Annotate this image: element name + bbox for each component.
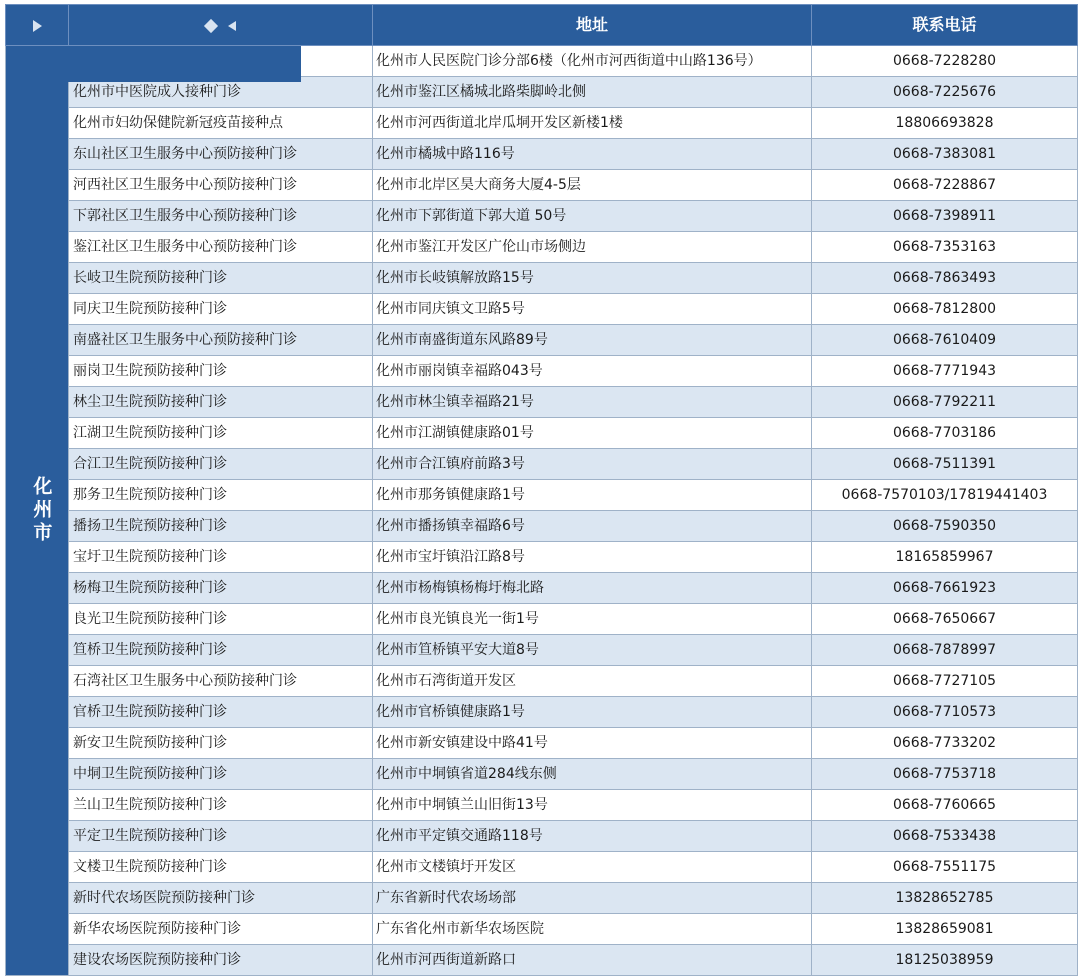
phone-cell: 0668-7610409 [812,325,1078,356]
address-cell: 化州市播扬镇幸福路6号 [373,511,812,542]
address-cell: 化州市河西街道新路口 [373,945,812,976]
address-cell: 化州市中垌镇兰山旧街13号 [373,790,812,821]
table-row [6,728,1078,759]
name-cell: 中垌卫生院预防接种门诊 [69,759,373,790]
address-cell: 化州市下郭街道下郭大道 50号 [373,201,812,232]
table-row [6,480,1078,511]
table-row [6,542,1078,573]
address-cell: 化州市那务镇健康路1号 [373,480,812,511]
address-cell: 化州市中垌镇省道284线东侧 [373,759,812,790]
name-cell: 江湖卫生院预防接种门诊 [69,418,373,449]
redaction-overlay [68,46,301,82]
header-name-cell [69,5,373,46]
phone-cell: 0668-7353163 [812,232,1078,263]
address-cell: 化州市橘城中路116号 [373,139,812,170]
table-row [6,604,1078,635]
address-cell: 化州市丽岗镇幸福路043号 [373,356,812,387]
table-row [6,170,1078,201]
vaccination-site-table [5,4,1078,976]
address-cell: 化州市新安镇建设中路41号 [373,728,812,759]
name-cell: 林尘卫生院预防接种门诊 [69,387,373,418]
table-row [6,883,1078,914]
phone-cell: 0668-7398911 [812,201,1078,232]
name-cell: 下郭社区卫生服务中心预防接种门诊 [69,201,373,232]
phone-cell: 0668-7760665 [812,790,1078,821]
address-cell: 化州市良光镇良光一街1号 [373,604,812,635]
name-cell: 良光卫生院预防接种门诊 [69,604,373,635]
phone-cell: 0668-7661923 [812,573,1078,604]
table-row [6,201,1078,232]
table-row [6,325,1078,356]
table-row [6,387,1078,418]
name-cell: 播扬卫生院预防接种门诊 [69,511,373,542]
table-row [6,759,1078,790]
name-cell: 化州市妇幼保健院新冠疫苗接种点 [69,108,373,139]
name-cell: 平定卫生院预防接种门诊 [69,821,373,852]
address-cell: 化州市鉴江区橘城北路柴脚岭北侧 [373,77,812,108]
diamond-icon [203,18,217,32]
phone-cell: 0668-7878997 [812,635,1078,666]
phone-cell: 0668-7383081 [812,139,1078,170]
name-cell: 建设农场医院预防接种门诊 [69,945,373,976]
name-cell: 河西社区卫生服务中心预防接种门诊 [69,170,373,201]
phone-cell: 0668-7812800 [812,294,1078,325]
phone-cell: 0668-7551175 [812,852,1078,883]
vaccination-table-container [5,4,1077,969]
address-cell: 化州市鉴江开发区广伦山市场侧边 [373,232,812,263]
table-row [6,697,1078,728]
play-icon [33,20,42,32]
address-cell: 化州市河西街道北岸瓜垌开发区新楼1楼 [373,108,812,139]
table-row [6,821,1078,852]
table-row [6,139,1078,170]
phone-cell: 0668-7703186 [812,418,1078,449]
phone-cell: 0668-7710573 [812,697,1078,728]
address-cell: 化州市官桥镇健康路1号 [373,697,812,728]
name-cell: 同庆卫生院预防接种门诊 [69,294,373,325]
name-cell: 长岐卫生院预防接种门诊 [69,263,373,294]
table-row [6,263,1078,294]
table-row [6,790,1078,821]
table-row [6,666,1078,697]
phone-cell: 0668-7650667 [812,604,1078,635]
name-cell: 丽岗卫生院预防接种门诊 [69,356,373,387]
header-corner-cell [6,5,69,46]
phone-cell: 0668-7533438 [812,821,1078,852]
phone-cell: 0668-7727105 [812,666,1078,697]
name-cell: 新安卫生院预防接种门诊 [69,728,373,759]
name-cell: 那务卫生院预防接种门诊 [69,480,373,511]
header-phone: 联系电话 [812,5,1078,46]
table-row [6,511,1078,542]
table-row [6,635,1078,666]
phone-cell: 0668-7225676 [812,77,1078,108]
table-body [6,46,1078,976]
address-cell: 化州市杨梅镇杨梅圩梅北路 [373,573,812,604]
address-cell: 化州市北岸区昊大商务大厦4-5层 [373,170,812,201]
name-cell: 官桥卫生院预防接种门诊 [69,697,373,728]
region-cell: 化州市 [6,46,69,976]
name-cell: 合江卫生院预防接种门诊 [69,449,373,480]
address-cell: 化州市人民医院门诊分部6楼（化州市河西街道中山路136号） [373,46,812,77]
name-cell: 宝圩卫生院预防接种门诊 [69,542,373,573]
address-cell: 化州市合江镇府前路3号 [373,449,812,480]
phone-cell: 0668-7863493 [812,263,1078,294]
phone-cell: 0668-7771943 [812,356,1078,387]
name-cell: 杨梅卫生院预防接种门诊 [69,573,373,604]
address-cell: 化州市长岐镇解放路15号 [373,263,812,294]
table-row [6,294,1078,325]
phone-cell: 0668-7228867 [812,170,1078,201]
address-cell: 化州市林尘镇幸福路21号 [373,387,812,418]
phone-cell: 0668-7570103/17819441403 [812,480,1078,511]
name-cell: 东山社区卫生服务中心预防接种门诊 [69,139,373,170]
phone-cell: 0668-7511391 [812,449,1078,480]
table-row [6,945,1078,976]
name-cell: 鉴江社区卫生服务中心预防接种门诊 [69,232,373,263]
address-cell: 化州市江湖镇健康路01号 [373,418,812,449]
name-cell: 化州市中医院成人接种门诊 [69,77,373,108]
name-cell: 兰山卫生院预防接种门诊 [69,790,373,821]
phone-cell: 18165859967 [812,542,1078,573]
address-cell: 化州市南盛街道东风路89号 [373,325,812,356]
table-header-row [6,5,1078,46]
table-row [6,573,1078,604]
address-cell: 广东省新时代农场场部 [373,883,812,914]
address-cell: 化州市笪桥镇平安大道8号 [373,635,812,666]
address-cell: 广东省化州市新华农场医院 [373,914,812,945]
table-row [6,852,1078,883]
table-row [6,108,1078,139]
phone-cell: 13828659081 [812,914,1078,945]
name-cell: 石湾社区卫生服务中心预防接种门诊 [69,666,373,697]
name-cell: 新华农场医院预防接种门诊 [69,914,373,945]
table-row [6,418,1078,449]
left-arrow-icon [228,21,236,31]
phone-cell: 18806693828 [812,108,1078,139]
name-cell: 文楼卫生院预防接种门诊 [69,852,373,883]
address-cell: 化州市石湾街道开发区 [373,666,812,697]
phone-cell: 0668-7792211 [812,387,1078,418]
name-cell: 新时代农场医院预防接种门诊 [69,883,373,914]
address-cell: 化州市同庆镇文卫路5号 [373,294,812,325]
header-address: 地址 [373,5,812,46]
phone-cell: 13828652785 [812,883,1078,914]
address-cell: 化州市平定镇交通路118号 [373,821,812,852]
phone-cell: 0668-7228280 [812,46,1078,77]
phone-cell: 0668-7590350 [812,511,1078,542]
table-row [6,449,1078,480]
table-row [6,914,1078,945]
name-cell: 笪桥卫生院预防接种门诊 [69,635,373,666]
phone-cell: 0668-7733202 [812,728,1078,759]
table-row [6,232,1078,263]
phone-cell: 0668-7753718 [812,759,1078,790]
address-cell: 化州市文楼镇圩开发区 [373,852,812,883]
name-cell: 南盛社区卫生服务中心预防接种门诊 [69,325,373,356]
address-cell: 化州市宝圩镇沿江路8号 [373,542,812,573]
table-row [6,356,1078,387]
phone-cell: 18125038959 [812,945,1078,976]
